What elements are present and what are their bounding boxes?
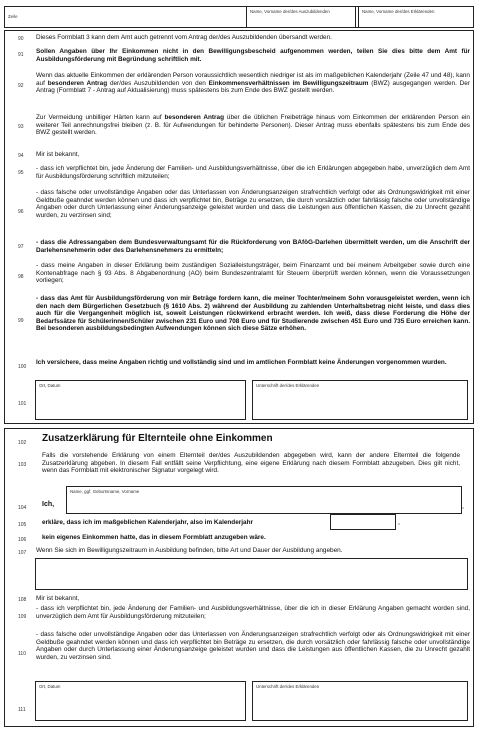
line-number: 106 bbox=[18, 537, 27, 543]
line-number: 101 bbox=[18, 401, 27, 407]
line-number: 93 bbox=[18, 124, 24, 130]
student-name-field[interactable]: Name, Vorname der/des Auszubildenden bbox=[246, 6, 356, 28]
obligation-text-2: - dass ich verpflichtet bin, jede Änderung der Familien- und Ausbildungsverhältnisse, über die ich in dieser Erklärung Angaben gemacht worden sind, unverzüglich dem Amt für Ausbildungsförderung mitzuteilen; bbox=[36, 605, 470, 620]
line-number: 94 bbox=[18, 153, 24, 159]
line-number: 107 bbox=[18, 550, 27, 556]
income-update-text: Wenn das aktuelle Einkommen der erklärenden Person voraussichtlich wesentlich niedriger ist als im maßgeblichen Kalenderjahr (Zeile 47 und 48), kann auf besonderen Antrag der/des Auszubildenden von den Einkommensverhältnissen im Bewilligungszeitraum (BWZ) ausgegangen werden. Der Antrag (Formblatt 7 - Antrag auf Aktualisierung) muss spätestens bis zum Ende des BWZ gestellt werden. bbox=[36, 72, 470, 95]
comma: , bbox=[462, 503, 464, 510]
name-birthname-field[interactable]: Name, ggf. Geburtsname, Vorname bbox=[66, 486, 462, 514]
line-number: 96 bbox=[18, 209, 24, 215]
place-date-field[interactable]: Ort, Datum bbox=[35, 380, 246, 420]
line-number: 92 bbox=[18, 83, 24, 89]
calendar-year-field[interactable] bbox=[330, 514, 396, 530]
parent-name-field[interactable]: Name, Vorname der/des Erklärenden bbox=[358, 6, 474, 28]
obligation-text: - dass ich verpflichtet bin, jede Änderung der Familien- und Ausbildungsverhältnisse, über die ich Erklärungen abgegeben habe, unverzüglich dem Amt für Ausbildungsförderung schriftlich mitzuteilen; bbox=[36, 165, 470, 180]
line-number: 110 bbox=[18, 651, 26, 657]
training-details-field[interactable] bbox=[35, 558, 468, 590]
line-number: 109 bbox=[18, 614, 27, 620]
line-number: 90 bbox=[18, 36, 24, 42]
penalty-text-2: - dass falsche oder unvollständige Angaben oder das Unterlassen von Änderungsanzeigen strafrechtlich verfolgt oder als Ordnungswidrigkeit mit einer Geldbuße geahndet werden können und dass ich verpflichtet bin Beträge zu ersetzen, die durch vorsätzlich oder fahrlässig falsche oder unvollständige Angaben oder durch Unterlassung einer Änderungsanzeige geleistet wurden und dass die Leistungen aus öffentlichen Kassen, die zu Unrecht gezahlt wurden, zu verzinsen sind. bbox=[36, 631, 470, 661]
line-number: 95 bbox=[18, 170, 24, 176]
line-number: 98 bbox=[18, 274, 24, 280]
line-number: 99 bbox=[18, 318, 24, 324]
claim-text: - dass das Amt für Ausbildungsförderung von mir Beträge fordern kann, die meiner Tochter/meinem Sohn vorausgeleistet werden, wenn ich den nach dem Bürgerlichen Gesetzbuch (§ 1610 Abs. 2) während der Ausbildung zu zahlenden Unterhaltsbetrag nicht leiste, und dass dies auch für die Vergangenheit möglich ist, soweit Leistungen rückwirkend erbracht werden. Ich weiß, dass diese Forderung die Höhe der Bedarfssätze für Schülerinnen/Schüler zwischen 231 Euro und 708 Euro und für Studierende zwischen 451 Euro und 735 Euro erreichen kann. Bei besonderen ausbildungsbedingten Aufwendungen können sich diese Sätze erhöhen. bbox=[36, 295, 470, 333]
comma: , bbox=[398, 519, 400, 526]
ich-label: Ich, bbox=[42, 501, 55, 508]
verification-text: - dass meine Angaben in dieser Erklärung beim zuständigen Sozialleistungsträger, beim Finanzamt und bei meinem Arbeitgeber sowie durch eine Kontenabfrage nach § 93 Abs. 8 Abgabenordnung (AO) beim Bundeszentralamt für Steuern überprüft werden können, wenn die Voraussetzungen vorliegen; bbox=[36, 262, 470, 285]
hardship-text: Zur Vermeidung unbilliger Härten kann auf besonderen Antrag über die üblichen Freibeträge hinaus vom Einkommen der erklärenden Person ein weiterer Teil anrechnungsfrei bleiben (z. B. für Aufwendungen für behinderte Personen). Dieser Antrag muss ebenfalls spätestens bis zum Ende des BWZ gestellt werden. bbox=[36, 114, 470, 137]
supplement-title: Zusatzerklärung für Elternteile ohne Einkommen bbox=[42, 433, 273, 444]
known-heading: Mir ist bekannt, bbox=[36, 151, 80, 158]
line-number: 108 bbox=[18, 597, 27, 603]
privacy-note: Sollen Angaben über Ihr Einkommen nicht in den Bewilligungsbescheid aufgenommen werden, teilen Sie dies bitte dem Amt für Ausbildungsförderung mit Begründung schriftlich mit. bbox=[36, 48, 470, 63]
line-number: 111 bbox=[18, 707, 26, 713]
zeile-label: Zeile bbox=[8, 14, 18, 19]
line-number: 105 bbox=[18, 522, 27, 528]
line-number: 97 bbox=[18, 244, 24, 250]
signature-field[interactable]: Unterschrift der/des Erklärenden bbox=[252, 380, 468, 420]
penalty-text: - dass falsche oder unvollständige Angaben oder das Unterlassen von Änderungsanzeigen strafrechtlich verfolgt oder als Ordnungswidrigkeit mit einer Geldbuße geahndet werden können und dass ich verpflichtet bin, Beträge zu ersetzen, die durch vorsätzlich oder fahrlässig falsche oder unvollständige Angaben oder durch Unterlassung einer Änderungsanzeige geleistet wurden und dass die Leistungen aus öffentlichen Kassen, die zu Unrecht gezahlt wurden, zu verzinsen sind; bbox=[36, 189, 470, 219]
line-number: 102 bbox=[18, 440, 27, 446]
line-number: 104 bbox=[18, 505, 27, 511]
year-statement: erkläre, dass ich im maßgeblichen Kalenderjahr, also im Kalenderjahr bbox=[42, 519, 253, 526]
no-income-statement: kein eigenes Einkommen hatte, das in diesem Formblatt anzugeben wäre. bbox=[42, 534, 266, 541]
training-hint: Wenn Sie sich im Bewilligungszeitraum in Ausbildung befinden, bitte Art und Dauer der Ausbildung angeben. bbox=[36, 547, 343, 554]
supplement-intro: Falls die vorstehende Erklärung von einem Elternteil der/des Auszubildenden abgegeben wird, kann der andere Elternteil die folgende Zusatzerklärung abgeben. In diesem Fall entfällt seine Verpflichtung, eine eigene Erklärung nach diesem Formblatt abzugeben. Dies gilt nicht, wenn das Formblatt mit elektronischer Signatur vorgelegt wird. bbox=[42, 452, 460, 475]
line-number: 91 bbox=[18, 52, 24, 58]
line-number: 100 bbox=[18, 364, 27, 370]
assurance-text: Ich versichere, dass meine Angaben richtig und vollständig sind und im amtlichen Formblatt keine Änderungen vorgenommen wurden. bbox=[36, 359, 447, 366]
line-number: 103 bbox=[18, 462, 27, 468]
signature-field-2[interactable]: Unterschrift der/des Erklärenden bbox=[252, 681, 468, 721]
place-date-field-2[interactable]: Ort, Datum bbox=[35, 681, 246, 721]
known-heading-2: Mir ist bekannt, bbox=[36, 595, 80, 602]
intro-text: Dieses Formblatt 3 kann dem Amt auch getrennt vom Antrag der/des Auszubildenden übersandt werden. bbox=[36, 34, 332, 41]
address-text: - dass die Adressangaben dem Bundesverwaltungsamt für die Rückforderung von BAföG-Darlehen übermittelt werden, um die Anschrift der Darlehensnehmerin oder des Darlehensnehmers zu ermitteln; bbox=[36, 239, 470, 254]
